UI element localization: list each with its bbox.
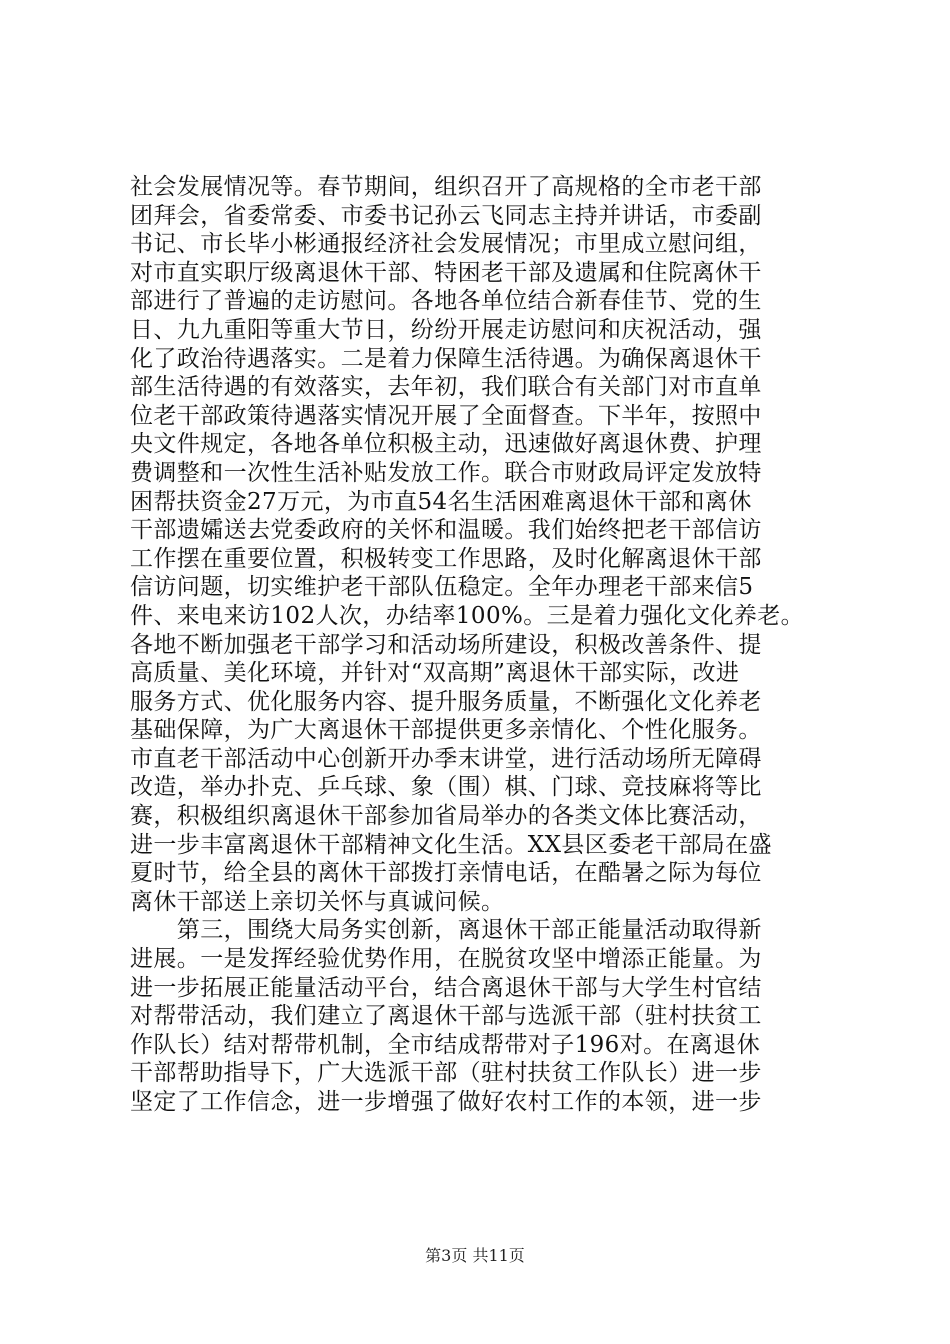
text-line: 进一步丰富离退休干部精神文化生活。XX县区委老干部局在盛 [130, 831, 772, 858]
text-line: 第三，围绕大局务实创新，离退休干部正能量活动取得新 [130, 917, 762, 944]
text-line: 干部遗孀送去党委政府的关怀和温暖。我们始终把老干部信访 [130, 517, 762, 544]
text-line: 对市直实职厅级离退休干部、特困老干部及遗属和住院离休干 [130, 259, 762, 286]
text-line: 困帮扶资金27万元，为市直54名生活困难离退休干部和离休 [130, 488, 752, 515]
text-line: 费调整和一次性生活补贴发放工作。联合市财政局评定发放特 [130, 459, 762, 486]
text-line: 团拜会，省委常委、市委书记孙云飞同志主持并讲话，市委副 [130, 202, 762, 229]
body-text [130, 173, 830, 1117]
text-line: 日、九九重阳等重大节日，纷纷开展走访慰问和庆祝活动，强 [130, 316, 762, 343]
text-line: 位老干部政策待遇落实情况开展了全面督查。下半年，按照中 [130, 402, 762, 429]
page-footer [0, 1246, 950, 1266]
text-line: 社会发展情况等。春节期间，组织召开了高规格的全市老干部 [130, 174, 762, 200]
text-line: 件、来电来访102人次，办结率100%。三是着力强化文化养老。 [130, 602, 805, 629]
text-line: 信访问题，切实维护老干部队伍稳定。全年办理老干部来信5 [130, 574, 754, 601]
text-line: 对帮带活动，我们建立了离退休干部与选派干部（驻村扶贫工 [130, 1003, 762, 1030]
text-line: 部生活待遇的有效落实，去年初，我们联合有关部门对市直单 [130, 374, 762, 401]
text-line: 干部帮助指导下，广大选派干部（驻村扶贫工作队长）进一步 [130, 1060, 762, 1087]
text-line: 书记、市长毕小彬通报经济社会发展情况；市里成立慰问组， [130, 231, 762, 258]
text-line: 作队长）结对帮带机制，全市结成帮带对子196对。在离退休 [130, 1031, 761, 1058]
text-line: 改造，举办扑克、乒乓球、象（围）棋、门球、竞技麻将等比 [130, 774, 762, 801]
text-line: 坚定了工作信念，进一步增强了做好农村工作的本领，进一步 [130, 1089, 762, 1115]
page-number: 第3页 共11页 [425, 1246, 525, 1265]
text-line: 高质量、美化环境，并针对“双高期”离退休干部实际，改进 [130, 660, 740, 687]
text-line: 化了政治待遇落实。二是着力保障生活待遇。为确保离退休干 [130, 345, 762, 372]
text-line: 工作摆在重要位置，积极转变工作思路，及时化解离退休干部 [130, 545, 762, 572]
text-line: 央文件规定，各地各单位积极主动，迅速做好离退休费、护理 [130, 431, 762, 458]
text-line: 进一步拓展正能量活动平台，结合离退休干部与大学生村官结 [130, 974, 762, 1001]
text-line: 基础保障，为广大离退休干部提供更多亲情化、个性化服务。 [130, 717, 762, 744]
text-line: 服务方式、优化服务内容、提升服务质量，不断强化文化养老 [130, 688, 762, 715]
text-line: 各地不断加强老干部学习和活动场所建设，积极改善条件、提 [130, 631, 762, 658]
text-line: 离休干部送上亲切关怀与真诚问候。 [130, 888, 505, 915]
text-line: 夏时节，给全县的离休干部拨打亲情电话，在酷暑之际为每位 [130, 860, 762, 887]
text-line: 市直老干部活动中心创新开办季末讲堂，进行活动场所无障碍 [130, 745, 762, 772]
text-line: 部进行了普遍的走访慰问。各地各单位结合新春佳节、党的生 [130, 288, 762, 315]
text-line: 进展。一是发挥经验优势作用，在脱贫攻坚中增添正能量。为 [130, 946, 762, 973]
text-line: 赛，积极组织离退休干部参加省局举办的各类文体比赛活动， [130, 803, 762, 830]
